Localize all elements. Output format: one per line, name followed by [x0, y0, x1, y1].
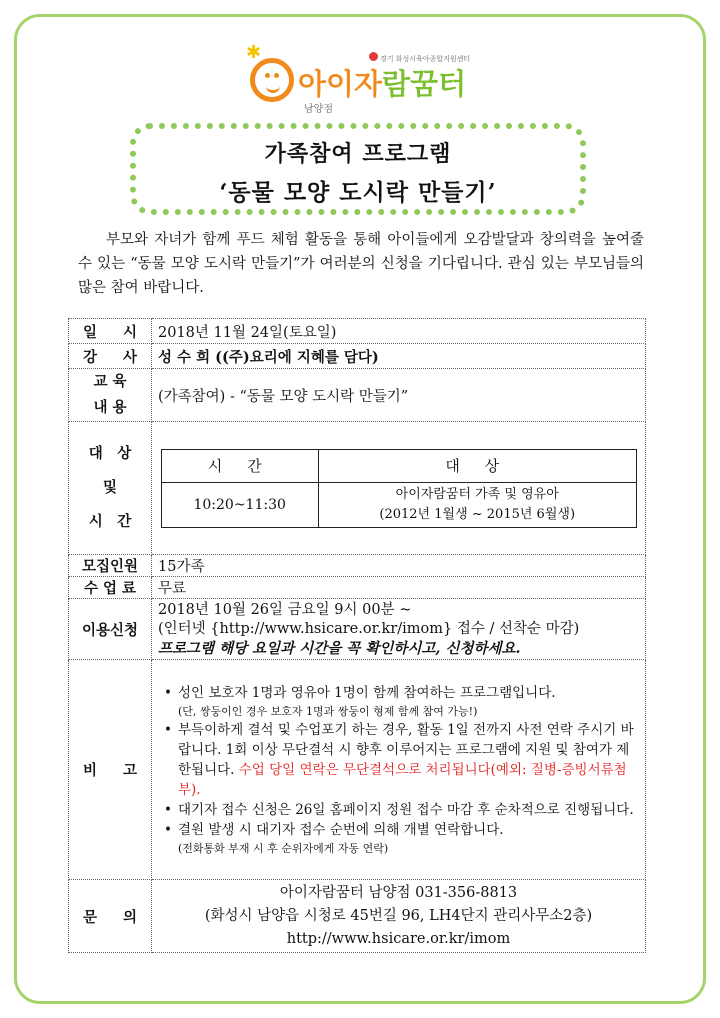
note-item: • 성인 보호자 1명과 영유아 1명이 함께 참여하는 프로그램입니다.: [164, 684, 556, 701]
smiley-face-icon: [250, 58, 294, 102]
org-mark-icon: [369, 52, 378, 61]
cell-time: 10:20~11:30: [161, 482, 318, 527]
center-logo: [246, 38, 500, 118]
value-content: (가족참여) - “동물 모양 도시락 만들기”: [152, 369, 646, 422]
cell-target: 아이자람꿈터 가족 및 영유아 (2012년 1월생 ~ 2015년 6월생): [318, 482, 636, 527]
label-content: 교 육 내 용: [69, 369, 152, 422]
value-notes: [152, 660, 646, 880]
title-line-2: ‘동물 모양 도시락 만들기’: [219, 179, 497, 206]
value-target-time: [152, 422, 646, 555]
value-recruit: 15가족: [152, 555, 646, 577]
logo-wordmark: 아이자람꿈터: [298, 67, 467, 101]
row-fee: [69, 577, 646, 599]
row-recruit: [69, 555, 646, 577]
apply-method: (인터넷 {http://www.hsicare.or.kr/imom} 접수 / 선착순 마감): [158, 620, 580, 637]
row-target-time: [69, 422, 646, 555]
label-apply: 이용신청: [69, 599, 152, 660]
label-notes: 비 고: [69, 660, 152, 880]
inquiry-website[interactable]: http://www.hsicare.or.kr/imom: [286, 930, 511, 947]
title-box: [130, 123, 586, 215]
title-line-1: 가족참여 프로그램: [264, 141, 452, 167]
row-inquiry: [69, 880, 646, 953]
label-date: 일 시: [69, 319, 152, 344]
row-date: [69, 319, 646, 344]
intro-paragraph: 부모와 자녀가 함께 푸드 체험 활동을 통해 아이들에게 오감발달과 창의력을 높여줄 수 있는 “동물 모양 도시락 만들기”가 여러분의 신청을 기다립니다. 관심 있는 부모님들의 많은 참여 바랍니다.: [78, 232, 644, 296]
header-time: 시 간: [161, 449, 318, 482]
inquiry-phone: 아이자람꿈터 남양점 031-356-8813: [279, 884, 518, 901]
label-inquiry: 문 의: [69, 880, 152, 953]
label-instructor: 강 사: [69, 344, 152, 369]
note-item: • 부득이하게 결석 및 수업포기 하는 경우, 활동 1일 전까지 사전 연락 주시기 바랍니다. 1회 이상 무단결석 시 향후 이루어지는 프로그램에 지원 및 참여가 제한됩니다. 수업 당일 연락은 무단결석으로 처리됩니다(예외: 질병-증빙서류첨부).: [164, 721, 634, 798]
schedule-table: [161, 449, 637, 528]
program-info-table: [68, 318, 646, 953]
star-icon: ✱: [246, 42, 262, 63]
note-item: • 결원 발생 시 대기자 접수 순번에 의해 개별 연락합니다.: [164, 821, 504, 838]
note-warning: 수업 당일 연락은 무단결석으로 처리됩니다(예외: 질병-증빙서류첨부).: [178, 761, 627, 798]
value-instructor: 성 수 희 ((주)요리에 지혜를 담다): [152, 344, 646, 369]
row-instructor: [69, 344, 646, 369]
row-notes: [69, 660, 646, 880]
value-fee: 무료: [152, 577, 646, 599]
value-inquiry: [152, 880, 646, 953]
note-item: • 대기자 접수 신청은 26일 홈페이지 정원 접수 마감 후 순차적으로 진행됩니다.: [164, 801, 634, 818]
label-recruit: 모집인원: [69, 555, 152, 577]
value-apply: [152, 599, 646, 660]
note-sub: (단, 쌍둥이인 경우 보호자 1명과 쌍둥이 형제 함께 참여 가능!): [178, 704, 478, 718]
value-date: 2018년 11월 24일(토요일): [152, 319, 646, 344]
inquiry-address: (화성시 남양읍 시청로 45번길 96, LH4단지 관리사무소2층): [204, 907, 593, 924]
apply-start: 2018년 10월 26일 금요일 9시 00분 ~: [158, 601, 412, 618]
row-apply: [69, 599, 646, 660]
row-content: [69, 369, 646, 422]
apply-reminder: 프로그램 해당 요일과 시간을 꼭 확인하시고, 신청하세요.: [158, 639, 521, 657]
header-target: 대 상: [318, 449, 636, 482]
note-sub: (전화통화 부재 시 후 순위자에게 자동 연락): [178, 841, 389, 855]
label-target-time: 대 상 및 시 간: [69, 422, 152, 555]
logo-org-name: 경기 화성시육아종합지원센터: [380, 55, 471, 63]
logo-branch: 남양점: [304, 104, 333, 115]
label-fee: 수 업 료: [69, 577, 152, 599]
